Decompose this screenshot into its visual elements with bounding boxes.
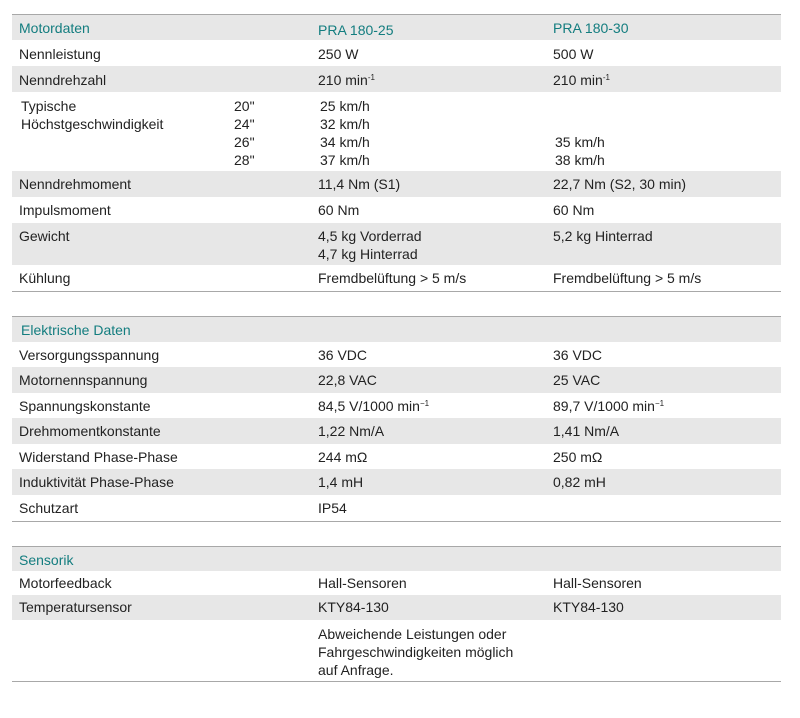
row-schutzart [12,495,781,521]
row-label: Widerstand Phase-Phase [19,449,178,465]
row-label-line2: Höchstgeschwindigkeit [21,116,164,132]
value-b: 25 VAC [553,372,601,388]
row-label: Schutzart [19,500,79,516]
row-label: Kühlung [19,270,71,286]
row-nenndrehmoment [12,171,781,197]
value-b: 250 mΩ [553,449,603,465]
row-impulsmoment [12,197,781,223]
row-label: Versorgungsspannung [19,347,160,363]
wheel-size: 26" [234,134,255,150]
motordaten-table [12,14,781,292]
row-spannungskonstante [12,393,781,418]
value-a: 250 W [318,46,359,62]
speed-a: 34 km/h [320,134,370,150]
value-b: 5,2 kg Hinterrad [553,228,653,244]
row-motornennspannung [12,367,781,393]
speed-b: 38 km/h [555,152,605,168]
row-hoechstgeschwindigkeit [12,92,781,171]
note-line2: Fahrgeschwindigkeiten möglich [318,644,514,660]
value-b-text: 210 min [553,72,603,88]
value-b: KTY84-130 [553,599,624,615]
note-line1: Abweichende Leistungen oder [318,626,507,642]
row-label: Motornennspannung [19,372,148,388]
value-a: 36 VDC [318,347,368,363]
value-a: Hall-Sensoren [318,575,407,591]
motordaten-title: Motordaten [19,20,90,36]
speed-a: 25 km/h [320,98,370,114]
row-note [12,620,781,681]
value-b [553,397,664,415]
value-a: 11,4 Nm (S1) [318,176,401,192]
row-kuehlung [12,265,781,291]
row-induktivitaet [12,469,781,495]
value-a: 22,8 VAC [318,372,377,388]
elektrische-daten-title: Elektrische Daten [21,322,131,338]
exponent: -1 [367,73,375,82]
row-label: Drehmomentkonstante [19,423,161,439]
row-label: Nennleistung [19,46,101,62]
value-a: KTY84-130 [318,599,389,615]
row-motorfeedback [12,571,781,595]
row-drehmomentkonstante [12,418,781,444]
value-a-line2: 4,7 kg Hinterrad [318,246,418,262]
row-label: Temperatursensor [19,599,132,615]
value-a-text: 210 min [318,72,368,88]
value-a-line1: 4,5 kg Vorderrad [318,228,422,244]
speed-a: 37 km/h [320,152,370,168]
row-temperatursensor [12,595,781,620]
value-a [318,71,375,89]
exponent: -1 [602,73,610,82]
value-b: 1,41 Nm/A [553,423,620,439]
value-b: 500 W [553,46,594,62]
elektrische-daten-table [12,316,781,522]
value-a: 60 Nm [318,202,360,218]
value-a: Fremdbelüftung > 5 m/s [318,270,467,286]
row-label: Impulsmoment [19,202,111,218]
row-nenndrehzahl [12,66,781,92]
speed-b: 35 km/h [555,134,605,150]
value-b: 60 Nm [553,202,595,218]
row-label: Induktivität Phase-Phase [19,474,174,490]
note-line3: auf Anfrage. [318,662,394,678]
value-a: 244 mΩ [318,449,368,465]
row-nennleistung [12,40,781,66]
value-b [553,71,610,89]
exponent: −1 [654,399,665,408]
speed-a: 32 km/h [320,116,370,132]
value-b: Fremdbelüftung > 5 m/s [553,270,702,286]
exponent: −1 [419,399,430,408]
value-a: 1,4 mH [318,474,364,490]
model-a-header: PRA 180-25 [318,22,394,38]
value-b: Hall-Sensoren [553,575,642,591]
row-widerstand [12,444,781,469]
row-label: Nenndrehmoment [19,176,132,192]
motordaten-header [12,14,781,40]
row-label: Gewicht [19,228,70,244]
value-a: 1,22 Nm/A [318,423,385,439]
value-b-text: 89,7 V/1000 min [553,398,655,414]
sensorik-table [12,546,781,682]
row-label: Motorfeedback [19,575,112,591]
sensorik-header [12,546,781,571]
value-a: IP54 [318,500,347,516]
wheel-size: 20" [234,98,255,114]
value-b: 22,7 Nm (S2, 30 min) [553,176,687,192]
sensorik-title: Sensorik [19,552,74,568]
value-b: 36 VDC [553,347,603,363]
model-b-header: PRA 180-30 [553,20,629,36]
wheel-size: 28" [234,152,255,168]
value-a-text: 84,5 V/1000 min [318,398,420,414]
row-label: Nenndrehzahl [19,72,107,88]
value-b: 0,82 mH [553,474,606,490]
row-gewicht [12,223,781,265]
row-label-line1: Typische [21,98,77,114]
row-versorgungsspannung [12,342,781,367]
wheel-size: 24" [234,116,255,132]
elektrische-daten-header [12,316,781,342]
row-label: Spannungskonstante [19,398,151,414]
value-a [318,397,429,415]
